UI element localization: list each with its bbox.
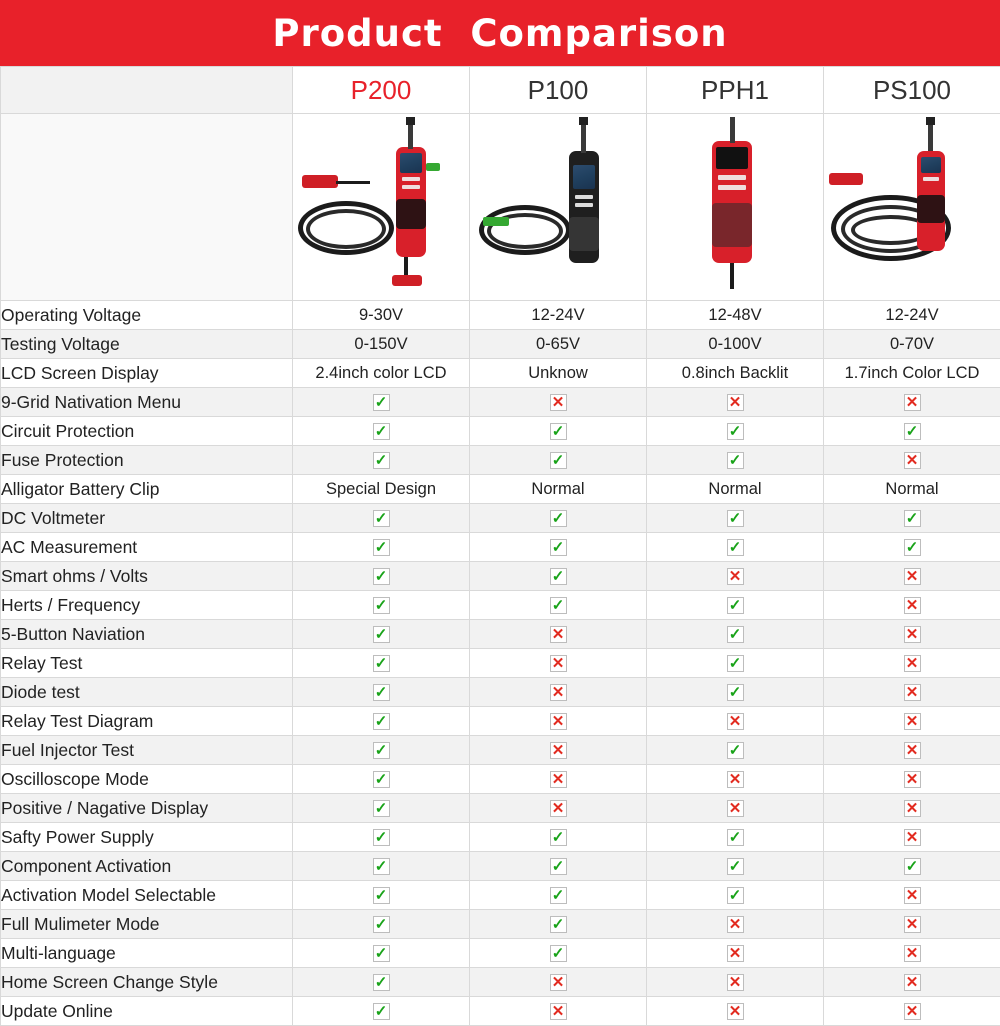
check-icon-cell — [470, 910, 647, 939]
feature-column-header — [1, 67, 293, 114]
cross-icon-cell — [824, 910, 1000, 939]
cross-icon-cell — [647, 388, 824, 417]
check-icon: ✓ — [373, 1003, 390, 1020]
check-icon-cell — [293, 910, 470, 939]
feature-label: Positive / Nagative Display — [1, 794, 293, 823]
feature-label: Circuit Protection — [1, 417, 293, 446]
product-image-pph1 — [647, 114, 824, 301]
check-icon-cell — [293, 417, 470, 446]
cross-icon-cell — [647, 910, 824, 939]
feature-label: Multi-language — [1, 939, 293, 968]
product-image-row-spacer — [1, 114, 293, 301]
cross-icon: ✕ — [904, 597, 921, 614]
check-icon: ✓ — [373, 858, 390, 875]
table-row — [1, 910, 1000, 939]
cross-icon-cell — [470, 736, 647, 765]
cross-icon-cell — [824, 939, 1000, 968]
cross-icon: ✕ — [904, 655, 921, 672]
check-icon: ✓ — [904, 858, 921, 875]
check-icon-cell — [293, 852, 470, 881]
feature-label: Full Mulimeter Mode — [1, 910, 293, 939]
cross-icon-cell — [647, 997, 824, 1026]
check-icon: ✓ — [550, 916, 567, 933]
cross-icon-cell — [647, 707, 824, 736]
cross-icon-cell — [470, 678, 647, 707]
cross-icon: ✕ — [904, 916, 921, 933]
check-icon-cell — [470, 852, 647, 881]
feature-label: Home Screen Change Style — [1, 968, 293, 997]
check-icon-cell — [647, 649, 824, 678]
cross-icon-cell — [824, 794, 1000, 823]
table-row — [1, 562, 1000, 591]
check-icon-cell — [647, 736, 824, 765]
check-icon-cell — [293, 446, 470, 475]
check-icon: ✓ — [373, 742, 390, 759]
table-row — [1, 533, 1000, 562]
check-icon-cell — [293, 591, 470, 620]
table-row — [1, 301, 1000, 330]
check-icon: ✓ — [550, 597, 567, 614]
check-icon: ✓ — [727, 626, 744, 643]
check-icon: ✓ — [550, 568, 567, 585]
check-icon-cell — [470, 504, 647, 533]
table-row — [1, 736, 1000, 765]
table-row — [1, 388, 1000, 417]
column-header-p200: P200 — [293, 67, 470, 114]
check-icon: ✓ — [373, 626, 390, 643]
check-icon-cell — [647, 591, 824, 620]
cross-icon-cell — [824, 765, 1000, 794]
feature-value: 0-150V — [293, 330, 470, 359]
feature-value: 12-24V — [824, 301, 1000, 330]
check-icon-cell — [293, 533, 470, 562]
check-icon: ✓ — [373, 916, 390, 933]
cross-icon-cell — [647, 765, 824, 794]
check-icon: ✓ — [550, 510, 567, 527]
product-image-p100 — [470, 114, 647, 301]
cross-icon-cell — [824, 968, 1000, 997]
cross-icon-cell — [470, 765, 647, 794]
cross-icon-cell — [824, 823, 1000, 852]
cross-icon: ✕ — [550, 626, 567, 643]
feature-label: AC Measurement — [1, 533, 293, 562]
cross-icon: ✕ — [727, 713, 744, 730]
check-icon: ✓ — [373, 887, 390, 904]
check-icon-cell — [293, 388, 470, 417]
cross-icon-cell — [824, 388, 1000, 417]
check-icon-cell — [470, 939, 647, 968]
check-icon-cell — [647, 852, 824, 881]
check-icon-cell — [293, 968, 470, 997]
cross-icon-cell — [470, 620, 647, 649]
feature-label: Testing Voltage — [1, 330, 293, 359]
table-row — [1, 591, 1000, 620]
check-icon-cell — [293, 881, 470, 910]
check-icon-cell — [647, 417, 824, 446]
feature-value: Normal — [647, 475, 824, 504]
feature-label: Relay Test Diagram — [1, 707, 293, 736]
page-title: Product Comparison — [272, 12, 727, 55]
product-image-row — [1, 114, 1000, 301]
check-icon: ✓ — [373, 510, 390, 527]
feature-label: Activation Model Selectable — [1, 881, 293, 910]
check-icon-cell — [824, 852, 1000, 881]
check-icon: ✓ — [550, 887, 567, 904]
cross-icon: ✕ — [550, 713, 567, 730]
feature-label: Oscilloscope Mode — [1, 765, 293, 794]
check-icon-cell — [470, 417, 647, 446]
feature-label: Safty Power Supply — [1, 823, 293, 852]
check-icon: ✓ — [373, 394, 390, 411]
check-icon-cell — [293, 678, 470, 707]
check-icon: ✓ — [373, 539, 390, 556]
check-icon-cell — [470, 881, 647, 910]
check-icon: ✓ — [373, 597, 390, 614]
product-image-p200 — [293, 114, 470, 301]
check-icon: ✓ — [373, 684, 390, 701]
feature-label: Relay Test — [1, 649, 293, 678]
feature-label: Diode test — [1, 678, 293, 707]
table-row — [1, 678, 1000, 707]
check-icon-cell — [293, 562, 470, 591]
check-icon: ✓ — [727, 539, 744, 556]
column-header-row — [1, 67, 1000, 114]
cross-icon-cell — [647, 562, 824, 591]
cross-icon: ✕ — [550, 742, 567, 759]
check-icon-cell — [470, 533, 647, 562]
check-icon-cell — [647, 533, 824, 562]
feature-value: 12-24V — [470, 301, 647, 330]
check-icon-cell — [824, 417, 1000, 446]
cross-icon: ✕ — [904, 945, 921, 962]
check-icon-cell — [293, 504, 470, 533]
feature-value: 2.4inch color LCD — [293, 359, 470, 388]
check-icon: ✓ — [550, 539, 567, 556]
check-icon-cell — [470, 446, 647, 475]
check-icon-cell — [647, 620, 824, 649]
table-row — [1, 417, 1000, 446]
column-header-ps100: PS100 — [824, 67, 1000, 114]
check-icon-cell — [647, 823, 824, 852]
feature-label: Herts / Frequency — [1, 591, 293, 620]
feature-value: 0-65V — [470, 330, 647, 359]
feature-label: 9-Grid Nativation Menu — [1, 388, 293, 417]
feature-label: DC Voltmeter — [1, 504, 293, 533]
table-row — [1, 707, 1000, 736]
cross-icon-cell — [824, 591, 1000, 620]
cross-icon: ✕ — [904, 568, 921, 585]
check-icon: ✓ — [373, 945, 390, 962]
cross-icon: ✕ — [904, 974, 921, 991]
feature-value: 9-30V — [293, 301, 470, 330]
feature-label: Fuel Injector Test — [1, 736, 293, 765]
cross-icon-cell — [470, 707, 647, 736]
header-banner — [0, 0, 1000, 66]
table-row — [1, 794, 1000, 823]
check-icon: ✓ — [904, 539, 921, 556]
cross-icon: ✕ — [550, 974, 567, 991]
check-icon: ✓ — [727, 452, 744, 469]
column-header-pph1: PPH1 — [647, 67, 824, 114]
table-row — [1, 939, 1000, 968]
product-image-ps100 — [824, 114, 1000, 301]
feature-value: 0-70V — [824, 330, 1000, 359]
check-icon: ✓ — [727, 597, 744, 614]
cross-icon: ✕ — [550, 800, 567, 817]
check-icon: ✓ — [727, 829, 744, 846]
feature-label: Smart ohms / Volts — [1, 562, 293, 591]
cross-icon-cell — [824, 678, 1000, 707]
cross-icon-cell — [824, 736, 1000, 765]
check-icon-cell — [647, 504, 824, 533]
check-icon: ✓ — [373, 423, 390, 440]
check-icon: ✓ — [550, 452, 567, 469]
check-icon: ✓ — [550, 858, 567, 875]
check-icon-cell — [824, 504, 1000, 533]
cross-icon: ✕ — [904, 394, 921, 411]
check-icon-cell — [293, 939, 470, 968]
cross-icon-cell — [824, 997, 1000, 1026]
cross-icon-cell — [824, 707, 1000, 736]
cross-icon-cell — [470, 997, 647, 1026]
check-icon: ✓ — [550, 423, 567, 440]
check-icon: ✓ — [373, 452, 390, 469]
table-row — [1, 765, 1000, 794]
check-icon-cell — [647, 678, 824, 707]
cross-icon-cell — [470, 794, 647, 823]
check-icon: ✓ — [550, 945, 567, 962]
cross-icon: ✕ — [904, 887, 921, 904]
feature-value: Unknow — [470, 359, 647, 388]
check-icon-cell — [293, 823, 470, 852]
check-icon-cell — [470, 562, 647, 591]
cross-icon: ✕ — [550, 394, 567, 411]
cross-icon: ✕ — [904, 742, 921, 759]
check-icon: ✓ — [373, 800, 390, 817]
check-icon-cell — [293, 707, 470, 736]
check-icon-cell — [293, 620, 470, 649]
cross-icon-cell — [647, 794, 824, 823]
cross-icon: ✕ — [904, 626, 921, 643]
feature-value: Normal — [470, 475, 647, 504]
cross-icon-cell — [470, 388, 647, 417]
feature-label: Alligator Battery Clip — [1, 475, 293, 504]
check-icon: ✓ — [373, 771, 390, 788]
cross-icon: ✕ — [727, 945, 744, 962]
cross-icon: ✕ — [904, 829, 921, 846]
cross-icon: ✕ — [550, 771, 567, 788]
cross-icon: ✕ — [727, 916, 744, 933]
table-row — [1, 446, 1000, 475]
cross-icon-cell — [824, 649, 1000, 678]
table-row — [1, 968, 1000, 997]
check-icon-cell — [293, 649, 470, 678]
feature-label: Fuse Protection — [1, 446, 293, 475]
cross-icon: ✕ — [727, 1003, 744, 1020]
cross-icon: ✕ — [727, 800, 744, 817]
table-row — [1, 330, 1000, 359]
cross-icon: ✕ — [550, 655, 567, 672]
feature-label: 5-Button Naviation — [1, 620, 293, 649]
check-icon: ✓ — [550, 829, 567, 846]
check-icon-cell — [293, 997, 470, 1026]
feature-value: 1.7inch Color LCD — [824, 359, 1000, 388]
cross-icon: ✕ — [727, 974, 744, 991]
cross-icon: ✕ — [727, 394, 744, 411]
check-icon: ✓ — [373, 713, 390, 730]
cross-icon-cell — [824, 620, 1000, 649]
feature-label: LCD Screen Display — [1, 359, 293, 388]
check-icon-cell — [470, 823, 647, 852]
check-icon: ✓ — [373, 974, 390, 991]
feature-label: Component Activation — [1, 852, 293, 881]
feature-value: 12-48V — [647, 301, 824, 330]
table-row — [1, 997, 1000, 1026]
table-row — [1, 823, 1000, 852]
cross-icon-cell — [470, 649, 647, 678]
check-icon-cell — [293, 765, 470, 794]
check-icon: ✓ — [373, 829, 390, 846]
feature-value: Normal — [824, 475, 1000, 504]
check-icon: ✓ — [727, 887, 744, 904]
check-icon: ✓ — [727, 858, 744, 875]
check-icon-cell — [647, 881, 824, 910]
cross-icon-cell — [824, 881, 1000, 910]
check-icon: ✓ — [373, 655, 390, 672]
cross-icon-cell — [647, 939, 824, 968]
feature-value: 0-100V — [647, 330, 824, 359]
check-icon: ✓ — [727, 684, 744, 701]
check-icon: ✓ — [727, 423, 744, 440]
check-icon-cell — [647, 446, 824, 475]
check-icon: ✓ — [727, 742, 744, 759]
feature-value: 0.8inch Backlit — [647, 359, 824, 388]
cross-icon: ✕ — [904, 684, 921, 701]
table-row — [1, 475, 1000, 504]
cross-icon: ✕ — [904, 452, 921, 469]
table-row — [1, 852, 1000, 881]
comparison-table — [0, 66, 1000, 1026]
table-row — [1, 881, 1000, 910]
cross-icon-cell — [824, 562, 1000, 591]
cross-icon: ✕ — [904, 800, 921, 817]
check-icon-cell — [824, 533, 1000, 562]
table-row — [1, 620, 1000, 649]
check-icon: ✓ — [373, 568, 390, 585]
feature-value: Special Design — [293, 475, 470, 504]
cross-icon-cell — [647, 968, 824, 997]
table-row — [1, 504, 1000, 533]
check-icon: ✓ — [727, 655, 744, 672]
check-icon-cell — [293, 736, 470, 765]
cross-icon-cell — [470, 968, 647, 997]
check-icon-cell — [293, 794, 470, 823]
column-header-p100: P100 — [470, 67, 647, 114]
feature-label: Operating Voltage — [1, 301, 293, 330]
check-icon: ✓ — [727, 510, 744, 527]
check-icon-cell — [470, 591, 647, 620]
table-row — [1, 649, 1000, 678]
cross-icon-cell — [824, 446, 1000, 475]
cross-icon: ✕ — [727, 771, 744, 788]
cross-icon: ✕ — [550, 684, 567, 701]
check-icon: ✓ — [904, 423, 921, 440]
cross-icon: ✕ — [550, 1003, 567, 1020]
cross-icon: ✕ — [904, 771, 921, 788]
cross-icon: ✕ — [904, 713, 921, 730]
feature-label: Update Online — [1, 997, 293, 1026]
table-row — [1, 359, 1000, 388]
cross-icon: ✕ — [904, 1003, 921, 1020]
cross-icon: ✕ — [727, 568, 744, 585]
check-icon: ✓ — [904, 510, 921, 527]
